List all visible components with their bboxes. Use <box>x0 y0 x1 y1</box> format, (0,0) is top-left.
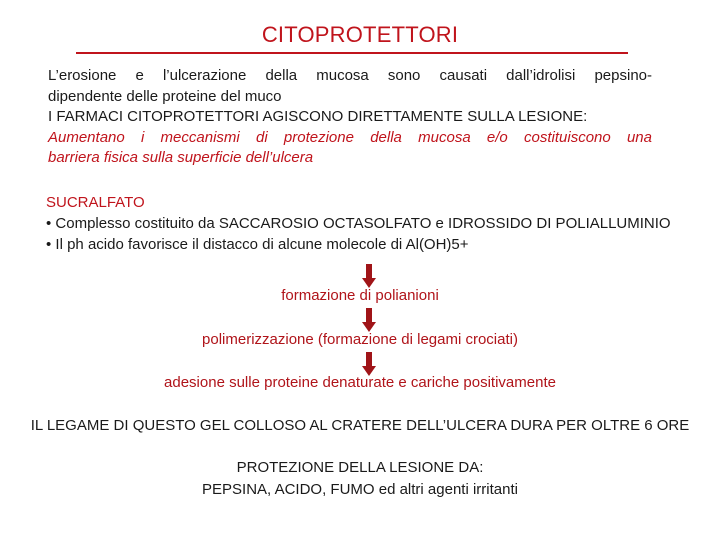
protection-agents: PEPSINA, ACIDO, FUMO ed altri agenti irritanti <box>202 481 518 498</box>
down-arrow-icon <box>362 352 376 376</box>
step-adesione: adesione sulle proteine denaturate e cariche positivamente <box>164 374 556 391</box>
step-polimerizzazione: polimerizzazione (formazione di legami crociati) <box>202 331 518 348</box>
down-arrow-icon <box>362 264 376 288</box>
sucralfato-bullet-1: • Complesso costituito da SACCAROSIO OCTASOLFATO e IDROSSIDO DI POLIALLUMINIO <box>46 215 671 232</box>
intro-line-3: I FARMACI CITOPROTETTORI AGISCONO DIRETTAMENTE SULLA LESIONE: <box>48 108 588 125</box>
intro-line-4: Aumentano i meccanismi di protezione della mucosa e/o costituiscono una <box>48 128 652 146</box>
intro-line-2: dipendente delle proteine del muco <box>48 87 282 105</box>
sucralfato-heading: SUCRALFATO <box>46 194 145 211</box>
title-underline <box>76 52 628 54</box>
intro-line-5: barriera fisica sulla superficie dell’ulcera <box>48 149 314 166</box>
step-polianioni: formazione di polianioni <box>281 287 439 304</box>
conclusion-text: IL LEGAME DI QUESTO GEL COLLOSO AL CRATERE DELL’ULCERA DURA PER OLTRE 6 ORE <box>30 417 690 434</box>
protection-heading: PROTEZIONE DELLA LESIONE DA: <box>236 459 484 476</box>
slide-title: CITOPROTETTORI <box>261 22 459 47</box>
sucralfato-section <box>46 192 706 255</box>
intro-paragraph <box>48 66 652 169</box>
sucralfato-bullet-2: • Il ph acido favorisce il distacco di alcune molecole di Al(OH)5+ <box>46 236 469 253</box>
down-arrow-icon <box>362 308 376 332</box>
intro-line-1: L’erosione e l’ulcerazione della mucosa sono causati dall’idrolisi pepsino- <box>48 67 652 84</box>
